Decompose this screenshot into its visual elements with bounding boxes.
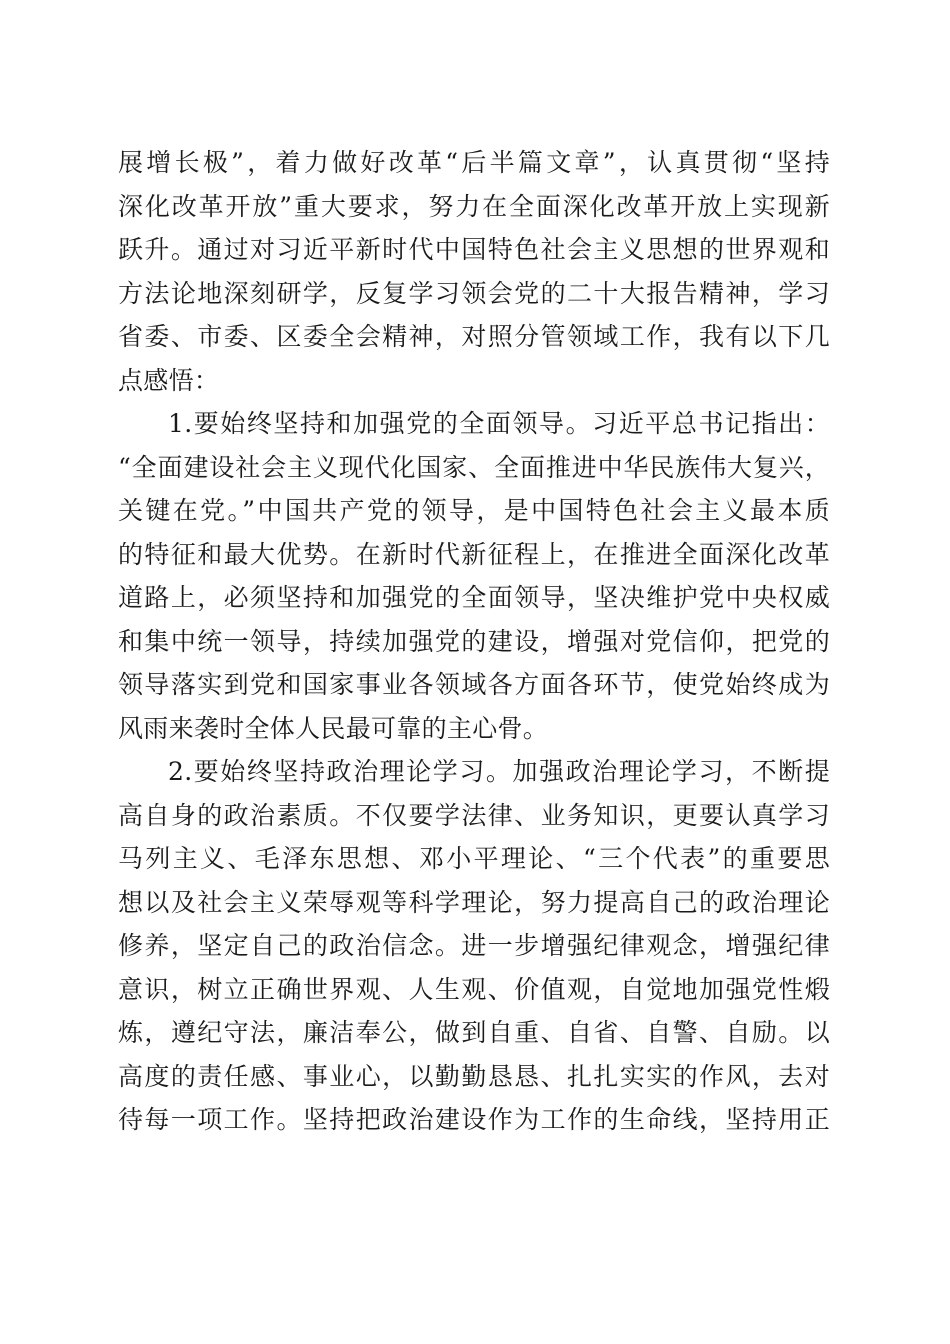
text-line: 马列主义、毛泽东思想、邓小平理论、“三个代表”的重要思 bbox=[118, 844, 830, 873]
text-line: 修养，坚定自己的政治信念。进一步增强纪律观念，增强纪律 bbox=[118, 931, 830, 960]
text-line: 的特征和最大优势。在新时代新征程上，在推进全面深化改革 bbox=[118, 539, 830, 569]
text-line: 高自身的政治素质。不仅要学法律、业务知识，更要认真学习 bbox=[118, 800, 830, 830]
text-line: “全面建设社会主义现代化国家、全面推进中华民族伟大复兴， bbox=[118, 452, 830, 482]
text-line: 关键在党。”中国共产党的领导，是中国特色社会主义最本质 bbox=[118, 496, 830, 525]
text-line: 方法论地深刻研学，反复学习领会党的二十大报告精神，学习 bbox=[118, 278, 830, 308]
text-line: 待每一项工作。坚持把政治建设作为工作的生命线，坚持用正 bbox=[118, 1105, 830, 1134]
text-line: 炼，遵纪守法，廉洁奉公，做到自重、自省、自警、自励。以 bbox=[118, 1018, 830, 1047]
text-line: 展增长极”，着力做好改革“后半篇文章”，认真贯彻“坚持 bbox=[118, 148, 830, 177]
body-text bbox=[118, 141, 830, 1142]
paragraph-2-heading-line: 2.要始终坚持政治理论学习。加强政治理论学习，不断提 bbox=[168, 757, 830, 786]
paragraph-1-heading-line: 1.要始终坚持和加强党的全面领导。习近平总书记指出： bbox=[168, 409, 830, 438]
text-line: 深化改革开放”重大要求，努力在全面深化改革开放上实现新 bbox=[118, 191, 830, 221]
text-line: 风雨来袭时全体人民最可靠的主心骨。 bbox=[118, 713, 549, 743]
text-line: 意识，树立正确世界观、人生观、价值观，自觉地加强党性煅 bbox=[118, 974, 830, 1004]
text-line: 省委、市委、区委全会精神，对照分管领域工作，我有以下几 bbox=[118, 322, 830, 351]
text-line: 道路上，必须坚持和加强党的全面领导，坚决维护党中央权威 bbox=[118, 583, 830, 612]
text-line: 跃升。通过对习近平新时代中国特色社会主义思想的世界观和 bbox=[118, 235, 830, 264]
text-line: 想以及社会主义荣辱观等科学理论，努力提高自己的政治理论 bbox=[118, 887, 830, 917]
text-line: 领导落实到党和国家事业各领域各方面各环节，使党始终成为 bbox=[118, 670, 830, 699]
text-line: 点感悟： bbox=[118, 365, 220, 395]
text-line: 和集中统一领导，持续加强党的建设，增强对党信仰，把党的 bbox=[118, 626, 830, 656]
text-line: 高度的责任感、事业心，以勤勤恳恳、扎扎实实的作风，去对 bbox=[118, 1061, 830, 1091]
